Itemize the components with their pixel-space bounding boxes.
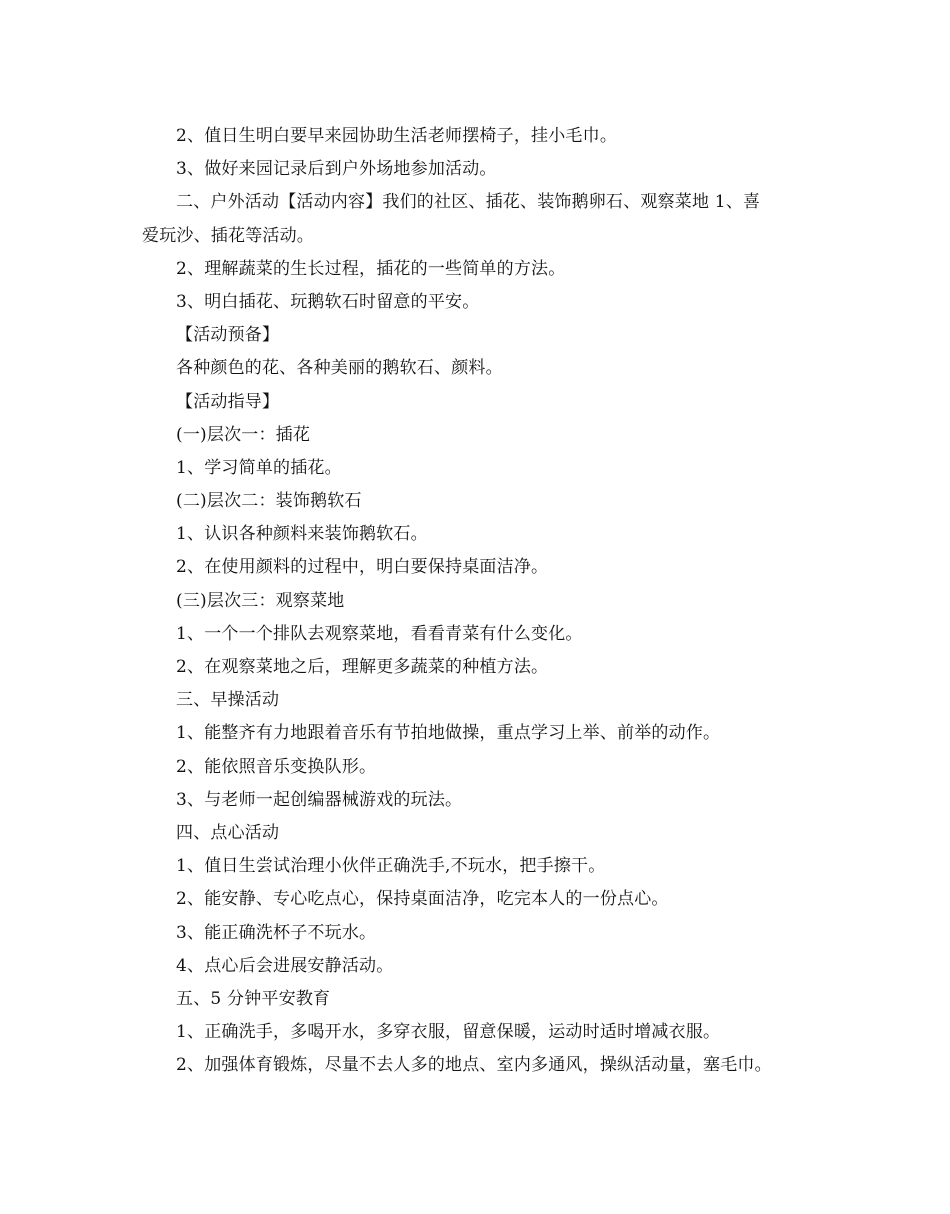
document-line: 各种颜色的花、各种美丽的鹅软石、颜料。 <box>176 358 503 379</box>
document-line: 【活动预备】 <box>176 325 280 346</box>
document-line: 2、能安静、专心吃点心，保持桌面洁净，吃完本人的一份点心。 <box>176 889 669 910</box>
document-line: 2、值日生明白要早来园协助生活老师摆椅子，挂小毛巾。 <box>176 126 618 146</box>
document-line: 1、值日生尝试治理小伙伴正确洗手,不玩水，把手擦干。 <box>176 856 606 877</box>
document-line: 爱玩沙、插花等活动。 <box>142 225 314 246</box>
document-line: 1、一个一个排队去观察菜地，看看青菜有什么变化。 <box>176 623 583 644</box>
document-line: 3、能正确洗杯子不玩水。 <box>176 922 377 943</box>
document-line: 3、与老师一起创编器械游戏的玩法。 <box>176 789 463 810</box>
document-line: (二)层次二：装饰鹅软石 <box>176 491 362 512</box>
document-line: (三)层次三：观察菜地 <box>176 590 345 611</box>
document-line: 四、点心活动 <box>176 822 280 843</box>
document-line: 2、在使用颜料的过程中，明白要保持桌面洁净。 <box>176 557 549 578</box>
document-line: 3、明白插花、玩鹅软石时留意的平安。 <box>176 291 480 312</box>
document-body <box>142 120 822 1082</box>
document-line: 2、理解蔬菜的生长过程，插花的一些简单的方法。 <box>176 258 566 279</box>
document-line: 1、能整齐有力地跟着音乐有节拍地做操，重点学习上举、前举的动作。 <box>176 723 721 744</box>
document-line: 1、正确洗手，多喝开水，多穿衣服，留意保暖，运动时适时增减衣服。 <box>176 1022 721 1043</box>
document-line: 三、早操活动 <box>176 690 280 711</box>
document-line: (一)层次一：插花 <box>176 424 311 445</box>
document-line: 4、点心后会进展安静活动。 <box>176 955 394 976</box>
document-line: 1、学习简单的插花。 <box>176 457 342 478</box>
document-line: 2、能依照音乐变换队形。 <box>176 756 377 777</box>
document-line: 二、户外活动【活动内容】我们的社区、插花、装饰鹅卵石、观察菜地 1、喜 <box>176 192 761 213</box>
document-line: 五、5 分钟平安教育 <box>176 988 331 1009</box>
document-line: 1、认识各种颜料来装饰鹅软石。 <box>176 524 428 545</box>
document-line: 【活动指导】 <box>176 391 280 412</box>
document-line: 2、加强体育锻炼，尽量不去人多的地点、室内多通风，操纵活动量，塞毛巾。 <box>176 1055 772 1076</box>
document-line: 3、做好来园记录后到户外场地参加活动。 <box>176 159 497 180</box>
document-line: 2、在观察菜地之后，理解更多蔬菜的种植方法。 <box>176 657 549 677</box>
